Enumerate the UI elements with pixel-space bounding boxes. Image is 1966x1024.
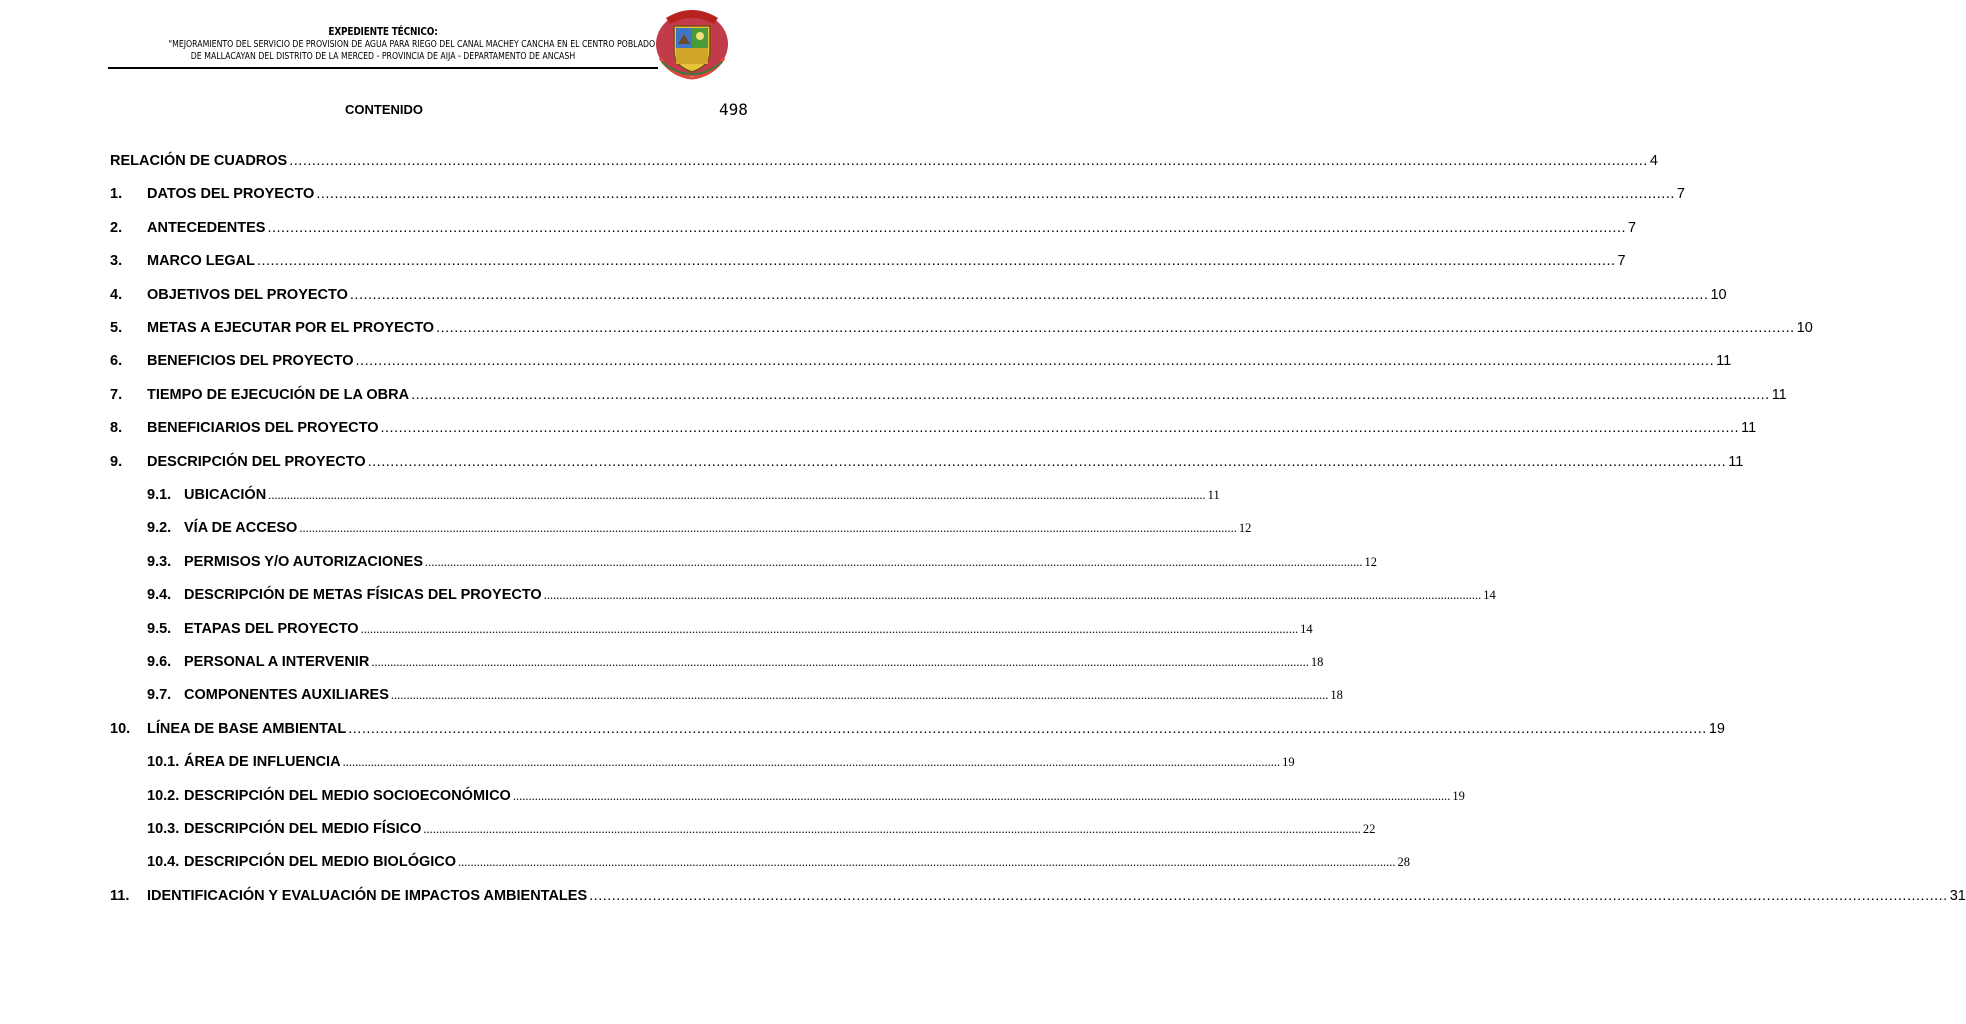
toc-entry-number: 8. [110,420,123,437]
toc-entry-number: 9.2. [147,520,172,537]
toc-entry-label: UBICACIÓN [184,487,267,503]
municipal-seal-icon [652,4,732,80]
toc-entry-label: DESCRIPCIÓN DEL MEDIO FÍSICO [184,821,422,837]
toc-entry-label: ANTECEDENTES [147,219,266,236]
toc-entry-number: 9.7. [147,687,172,704]
toc-entry-number: 7. [110,386,123,403]
toc-entry[interactable] [110,320,1813,338]
toc-entry[interactable] [147,654,1324,672]
toc-entry[interactable] [147,587,1496,605]
toc-entry-number: 5. [110,320,123,336]
toc-entry[interactable] [147,553,1378,572]
toc-entry-page: 22 [1362,822,1376,836]
toc-entry-page: 18 [1330,688,1343,703]
toc-entry-number: 6. [110,353,123,370]
toc-entry[interactable] [110,286,1727,305]
toc-dot-leader: ............................................................................................................................................................................................................................................................................................................ [349,286,1709,303]
toc-dot-leader: ............................................................................................................................................................................................................................................................................................................ [348,720,1707,737]
toc-entry-number: 3. [110,253,123,270]
toc-entry-number: 2. [110,219,123,236]
toc-entry-label: PERSONAL A INTERVENIR [184,654,370,670]
header-project-line-1: "MEJORAMIENTO DEL SERVICIO DE PROVISION DE AGUA PARA RIEGO DEL CANAL MACHEY CANCHA EN EL CENTRO POBLADO [168,39,656,50]
toc-entry-label: DATOS DEL PROYECTO [147,186,315,203]
toc-entry-label: DESCRIPCIÓN DE METAS FÍSICAS DEL PROYECTO [184,587,542,604]
toc-entry-label: OBJETIVOS DEL PROYECTO [147,286,348,303]
toc-entry-number: 1. [110,186,123,203]
toc-entry-page: 11 [1741,420,1757,437]
toc-entry-label: BENEFICIARIOS DEL PROYECTO [147,420,379,437]
document-header [108,26,658,63]
header-title: EXPEDIENTE TÉCNICO: [328,26,438,38]
toc-entry-page: 19 [1282,755,1295,770]
toc-entry-page: 4 [1649,153,1658,169]
toc-entry[interactable] [110,420,1757,438]
toc-entry[interactable] [147,687,1343,705]
toc-entry[interactable] [110,453,1744,472]
toc-entry-number: 9.3. [147,553,172,570]
toc-entry-page: 28 [1397,855,1411,870]
toc-dot-leader: ............................................................................................................................................................................................................................................................................................................ [512,788,1451,803]
toc-entry-page: 7 [1676,186,1685,203]
toc-dot-leader: ............................................................................................................................................................................................................................................................................................................ [543,588,1482,603]
toc-entry[interactable] [110,386,1787,405]
toc-dot-leader: ............................................................................................................................................................................................................................................................................................................ [458,855,1396,870]
toc-entry[interactable] [110,253,1626,271]
toc-entry-page: 12 [1364,554,1378,569]
toc-entry-page: 11 [1207,488,1220,502]
toc-entry[interactable] [147,754,1295,772]
toc-entry[interactable] [110,720,1725,739]
toc-entry-label: MARCO LEGAL [147,253,255,270]
toc-entry-number: 10.2. [147,787,180,804]
toc-dot-leader: ............................................................................................................................................................................................................................................................................................................ [316,186,1675,203]
toc-dot-leader: ............................................................................................................................................................................................................................................................................................................ [390,688,1329,703]
toc-dot-leader: ............................................................................................................................................................................................................................................................................................................ [256,253,1616,270]
toc-entry-label: COMPONENTES AUXILIARES [184,687,389,704]
toc-entry-page: 19 [1708,720,1725,737]
toc-entry-page: 19 [1452,788,1465,803]
toc-entry[interactable] [110,353,1732,371]
toc-dot-leader: ............................................................................................................................................................................................................................................................................................................ [268,488,1206,502]
toc-entry[interactable] [110,887,1966,906]
toc-entry-label: BENEFICIOS DEL PROYECTO [147,353,354,370]
toc-entry-number: 9.4. [147,587,172,604]
toc-dot-leader: ............................................................................................................................................................................................................................................................................................................ [367,453,1727,470]
toc-entry-label: DESCRIPCIÓN DEL PROYECTO [147,453,366,470]
toc-dot-leader: ............................................................................................................................................................................................................................................................................................................ [289,153,1648,169]
toc-entry-label: ÁREA DE INFLUENCIA [184,754,341,771]
toc-title: CONTENIDO [345,102,423,117]
toc-entry-label: LÍNEA DE BASE AMBIENTAL [147,720,347,737]
toc-entry-page: 31 [1949,887,1966,904]
toc-entry-number: 10.3. [147,821,180,837]
toc-dot-leader: ............................................................................................................................................................................................................................................................................................................ [411,386,1770,403]
toc-entry[interactable] [110,219,1637,238]
toc-dot-leader: ............................................................................................................................................................................................................................................................................................................ [355,353,1715,370]
toc-entry-page: 7 [1628,219,1637,236]
toc-dot-leader: ............................................................................................................................................................................................................................................................................................................ [360,621,1299,636]
toc-entry-page: 11 [1728,453,1744,470]
toc-entry[interactable] [110,153,1658,171]
toc-dot-leader: ............................................................................................................................................................................................................................................................................................................ [380,420,1740,437]
toc-dot-leader: ............................................................................................................................................................................................................................................................................................................ [425,554,1363,569]
toc-entry[interactable] [147,787,1465,806]
page-number: 498 [719,100,748,119]
toc-dot-leader: ............................................................................................................................................................................................................................................................................................................ [423,822,1361,836]
toc-entry-label: IDENTIFICACIÓN Y EVALUACIÓN DE IMPACTOS AMBIENTALES [147,887,588,904]
toc-entry-page: 7 [1617,253,1626,270]
toc-entry-page: 11 [1716,353,1732,370]
toc-entry-page: 14 [1483,588,1496,603]
toc-entry-number: 10.1. [147,754,180,771]
toc-entry-page: 10 [1710,286,1727,303]
toc-entry-label: VÍA DE ACCESO [184,520,298,537]
toc-entry-number: 4. [110,286,123,303]
toc-entry-number: 9.1. [147,487,172,503]
toc-entry[interactable] [110,186,1685,204]
toc-entry[interactable] [147,487,1220,505]
toc-entry-page: 11 [1771,386,1787,403]
toc-entry-label: TIEMPO DE EJECUCIÓN DE LA OBRA [147,386,410,403]
toc-entry-page: 12 [1238,521,1252,536]
toc-entry[interactable] [147,854,1411,872]
toc-entry-label: DESCRIPCIÓN DEL MEDIO SOCIOECONÓMICO [184,787,511,804]
toc-entry-page: 18 [1310,655,1324,669]
toc-dot-leader: ............................................................................................................................................................................................................................................................................................................ [371,655,1309,669]
toc-entry-label: RELACIÓN DE CUADROS [110,153,288,169]
toc-entry-number: 10. [110,720,131,737]
toc-entry-page: 10 [1796,320,1813,336]
toc-entry[interactable] [147,821,1376,839]
toc-entry-number: 9.6. [147,654,172,670]
toc-entry-number: 11. [110,887,130,904]
toc-dot-leader: ............................................................................................................................................................................................................................................................................................................ [299,521,1237,536]
toc-entry-number: 9.5. [147,620,172,637]
toc-dot-leader: ............................................................................................................................................................................................................................................................................................................ [436,320,1795,336]
header-divider [108,67,658,69]
toc-entry-label: DESCRIPCIÓN DEL MEDIO BIOLÓGICO [184,854,457,871]
toc-dot-leader: ............................................................................................................................................................................................................................................................................................................ [342,755,1281,770]
toc-entry-label: ETAPAS DEL PROYECTO [184,620,359,637]
header-project-line-2: DE MALLACAYAN DEL DISTRITO DE LA MERCED - PROVINCIA DE AIJA - DEPARTAMENTO DE ANCASH [190,51,576,62]
toc-dot-leader: ............................................................................................................................................................................................................................................................................................................ [267,219,1627,236]
toc-dot-leader: ............................................................................................................................................................................................................................................................................................................ [589,887,1948,904]
toc-entry-number: 9. [110,453,123,470]
toc-entry-label: METAS A EJECUTAR POR EL PROYECTO [147,320,435,336]
toc-entry[interactable] [147,620,1313,639]
toc-entry-label: PERMISOS Y/O AUTORIZACIONES [184,553,424,570]
toc-entry-page: 14 [1300,621,1313,636]
toc-entry-number: 10.4. [147,854,180,871]
toc-entry[interactable] [147,520,1252,538]
